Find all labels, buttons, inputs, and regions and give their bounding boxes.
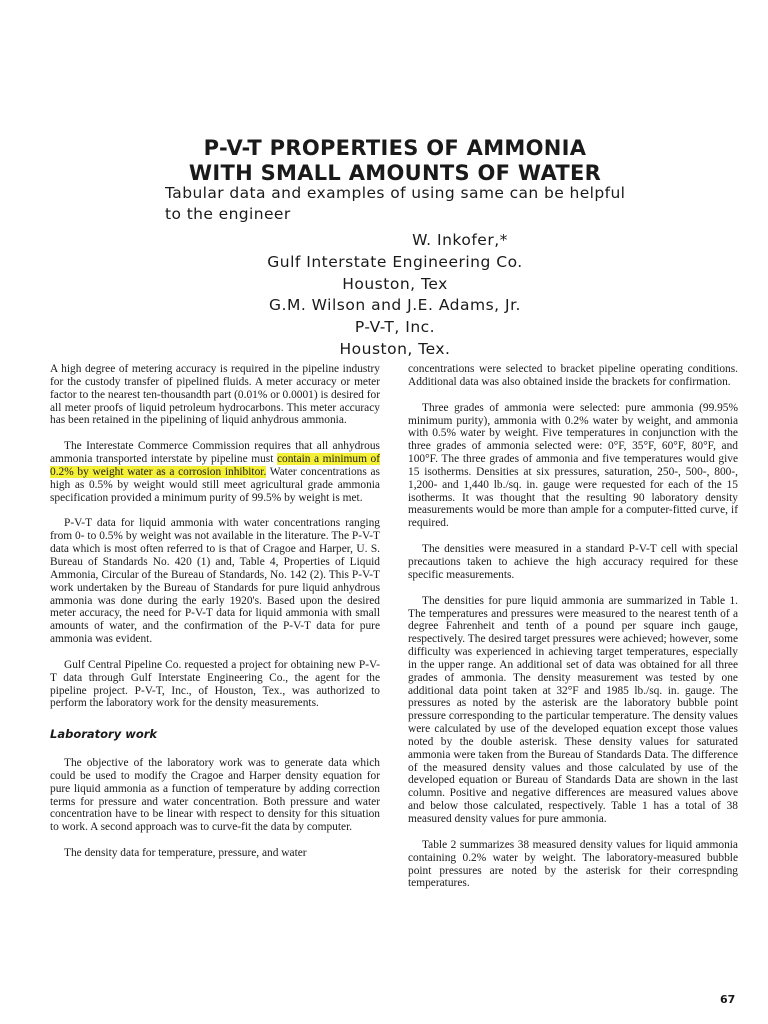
- article-title: [130, 136, 660, 186]
- author-name: W. Inkofer,*: [412, 231, 508, 249]
- paragraph: The densities were measured in a standard P-V-T cell with special precautions taken to achieve the high accuracy required for these specific measurements.: [408, 543, 738, 581]
- author-location: Houston, Tex: [342, 275, 448, 293]
- author-org: Gulf Interstate Engineering Co.: [267, 253, 523, 271]
- paragraph: Gulf Central Pipeline Co. requested a project for obtaining new P-V-T data through Gulf Interstate Engineering Co., the agent for the pipeline project. P-V-T, Inc., of Houston, Tex., was authorized to perform the laboratory work for the density measurements.: [50, 658, 380, 710]
- author-block-2: [160, 294, 630, 360]
- paragraph: The densities for pure liquid ammonia are summarized in Table 1. The temperatures and pressures were measured to the nearest tenth of a degree Fahrenheit and tenth of a pound per square inch gauge, respectively. The desired target pressures were achieved; however, some difficulty was experienced in achieving target temperatures, especially in the upper range. An additional set of data was obtained for all three grades of ammonia. The density measurement was tested by one additional data point taken at 32°F and 1985 lb./sq. in. gauge. The pressures as noted by the asterisk are the laboratory bubble point pressure corresponding to the particular temperature. The density values were calculated by use of the developed equation except those values noted by the double asterisk. These density values for saturated ammonia were taken from the Bureau of Standards Data. The difference of the measured density values and those calculated by use of the developed equation or Bureau of Standards Data are shown in the last column. Positive and negative differences are measured values above and below those calculated, respectively. Table 1 has a total of 38 measured density values for pure ammonia.: [408, 594, 738, 825]
- title-line-1: P-V-T PROPERTIES OF AMMONIA: [203, 136, 587, 160]
- paragraph: A high degree of metering accuracy is required in the pipeline industry for the custody transfer of pipelined fluids. A meter accuracy or meter factor to the nearest ten-thousandth part (0.01% or 0.0001) is desired for all meter proofs of liquid petroleum hydrocarbons. This meter accuracy has been retained in the pipelining of liquid anhydrous ammonia.: [50, 363, 380, 427]
- paragraph: Table 2 summarizes 38 measured density values for liquid ammonia containing 0.2% water by weight. The laboratory-measured bubble point pressures are noted by the asterisk for their correspnding temperatures.: [408, 838, 738, 890]
- author-block-1: [160, 229, 630, 295]
- page-number: 67: [720, 993, 736, 1006]
- author-org: P-V-T, Inc.: [354, 318, 436, 336]
- paragraph: Three grades of ammonia were selected: pure ammonia (99.95% minimum purity), ammonia with 0.2% water by weight, and ammonia with 0.5% water by weight. Five temperatures in conjunction with the three grades of ammonia selected were: 0°F, 35°F, 60°F, 80°F, and 100°F. The three grades of ammonia and five temperatures would give 15 isotherms. Densities at six pressures, saturation, 250-, 500-, 800-, 1,200- and 1,440 lb./sq. in. gauge were requested for each of the 15 isotherms. It was thought that the resulting 90 laboratory density measurements would be more than ample for a computer-fitted curve, if required.: [408, 401, 738, 530]
- article-subtitle: Tabular data and examples of using same can be helpful to the engineer: [165, 184, 626, 223]
- paragraph: The objective of the laboratory work was to generate data which could be used to modify the Cragoe and Harper density equation for pure liquid ammonia as a function of temperature by adding correction terms for pressure and water concentration. Both pressure and water concentration have to be linear with respect to density for this situation to work. A second approach was to curve-fit the data by computer.: [50, 757, 380, 834]
- paragraph: P-V-T data for liquid ammonia with water concentrations ranging from 0- to 0.5% by weight was not available in the literature. The P-V-T data which is most often referred to is that of Cragoe and Harper, U. S. Bureau of Standards No. 420 (1) and, Table 4, Properties of Liquid Ammonia, Circular of the Bureau of Standards, No. 142 (2). This P-V-T work undertaken by the Bureau of Standards for pure liquid anhydrous ammonia was done during the early 1920's. Based upon the desired meter accuracy, the need for P-V-T data for liquid ammonia with small amounts of water, and the confirmation of the P-V-T data for pure ammonia was evident.: [50, 517, 380, 646]
- left-column: [50, 363, 380, 873]
- text-run: The Interestate Commerce Commission requires that all anhydrous ammonia transported interstate by pipeline must: [50, 440, 380, 466]
- author-location: Houston, Tex.: [339, 340, 451, 358]
- paragraph: The density data for temperature, pressure, and water: [64, 847, 307, 860]
- section-heading: Laboratory work: [50, 727, 158, 742]
- text-run: Water concentrations as high as 0.5% by weight would still meet agricultural grade ammonia specification provided a minimum purity of 99.5% by weight is met.: [50, 465, 380, 504]
- paragraph: [50, 440, 380, 504]
- paragraph: concentrations were selected to bracket pipeline operating conditions. Additional data was also obtained inside the brackets for confirmation.: [408, 363, 738, 388]
- highlighted-text: contain a minimum of 0.2% by weight water as a corrosion inhibitor.: [50, 453, 380, 478]
- author-name: G.M. Wilson and J.E. Adams, Jr.: [269, 296, 521, 314]
- right-column: [408, 363, 738, 903]
- title-line-2: WITH SMALL AMOUNTS OF WATER: [188, 161, 602, 185]
